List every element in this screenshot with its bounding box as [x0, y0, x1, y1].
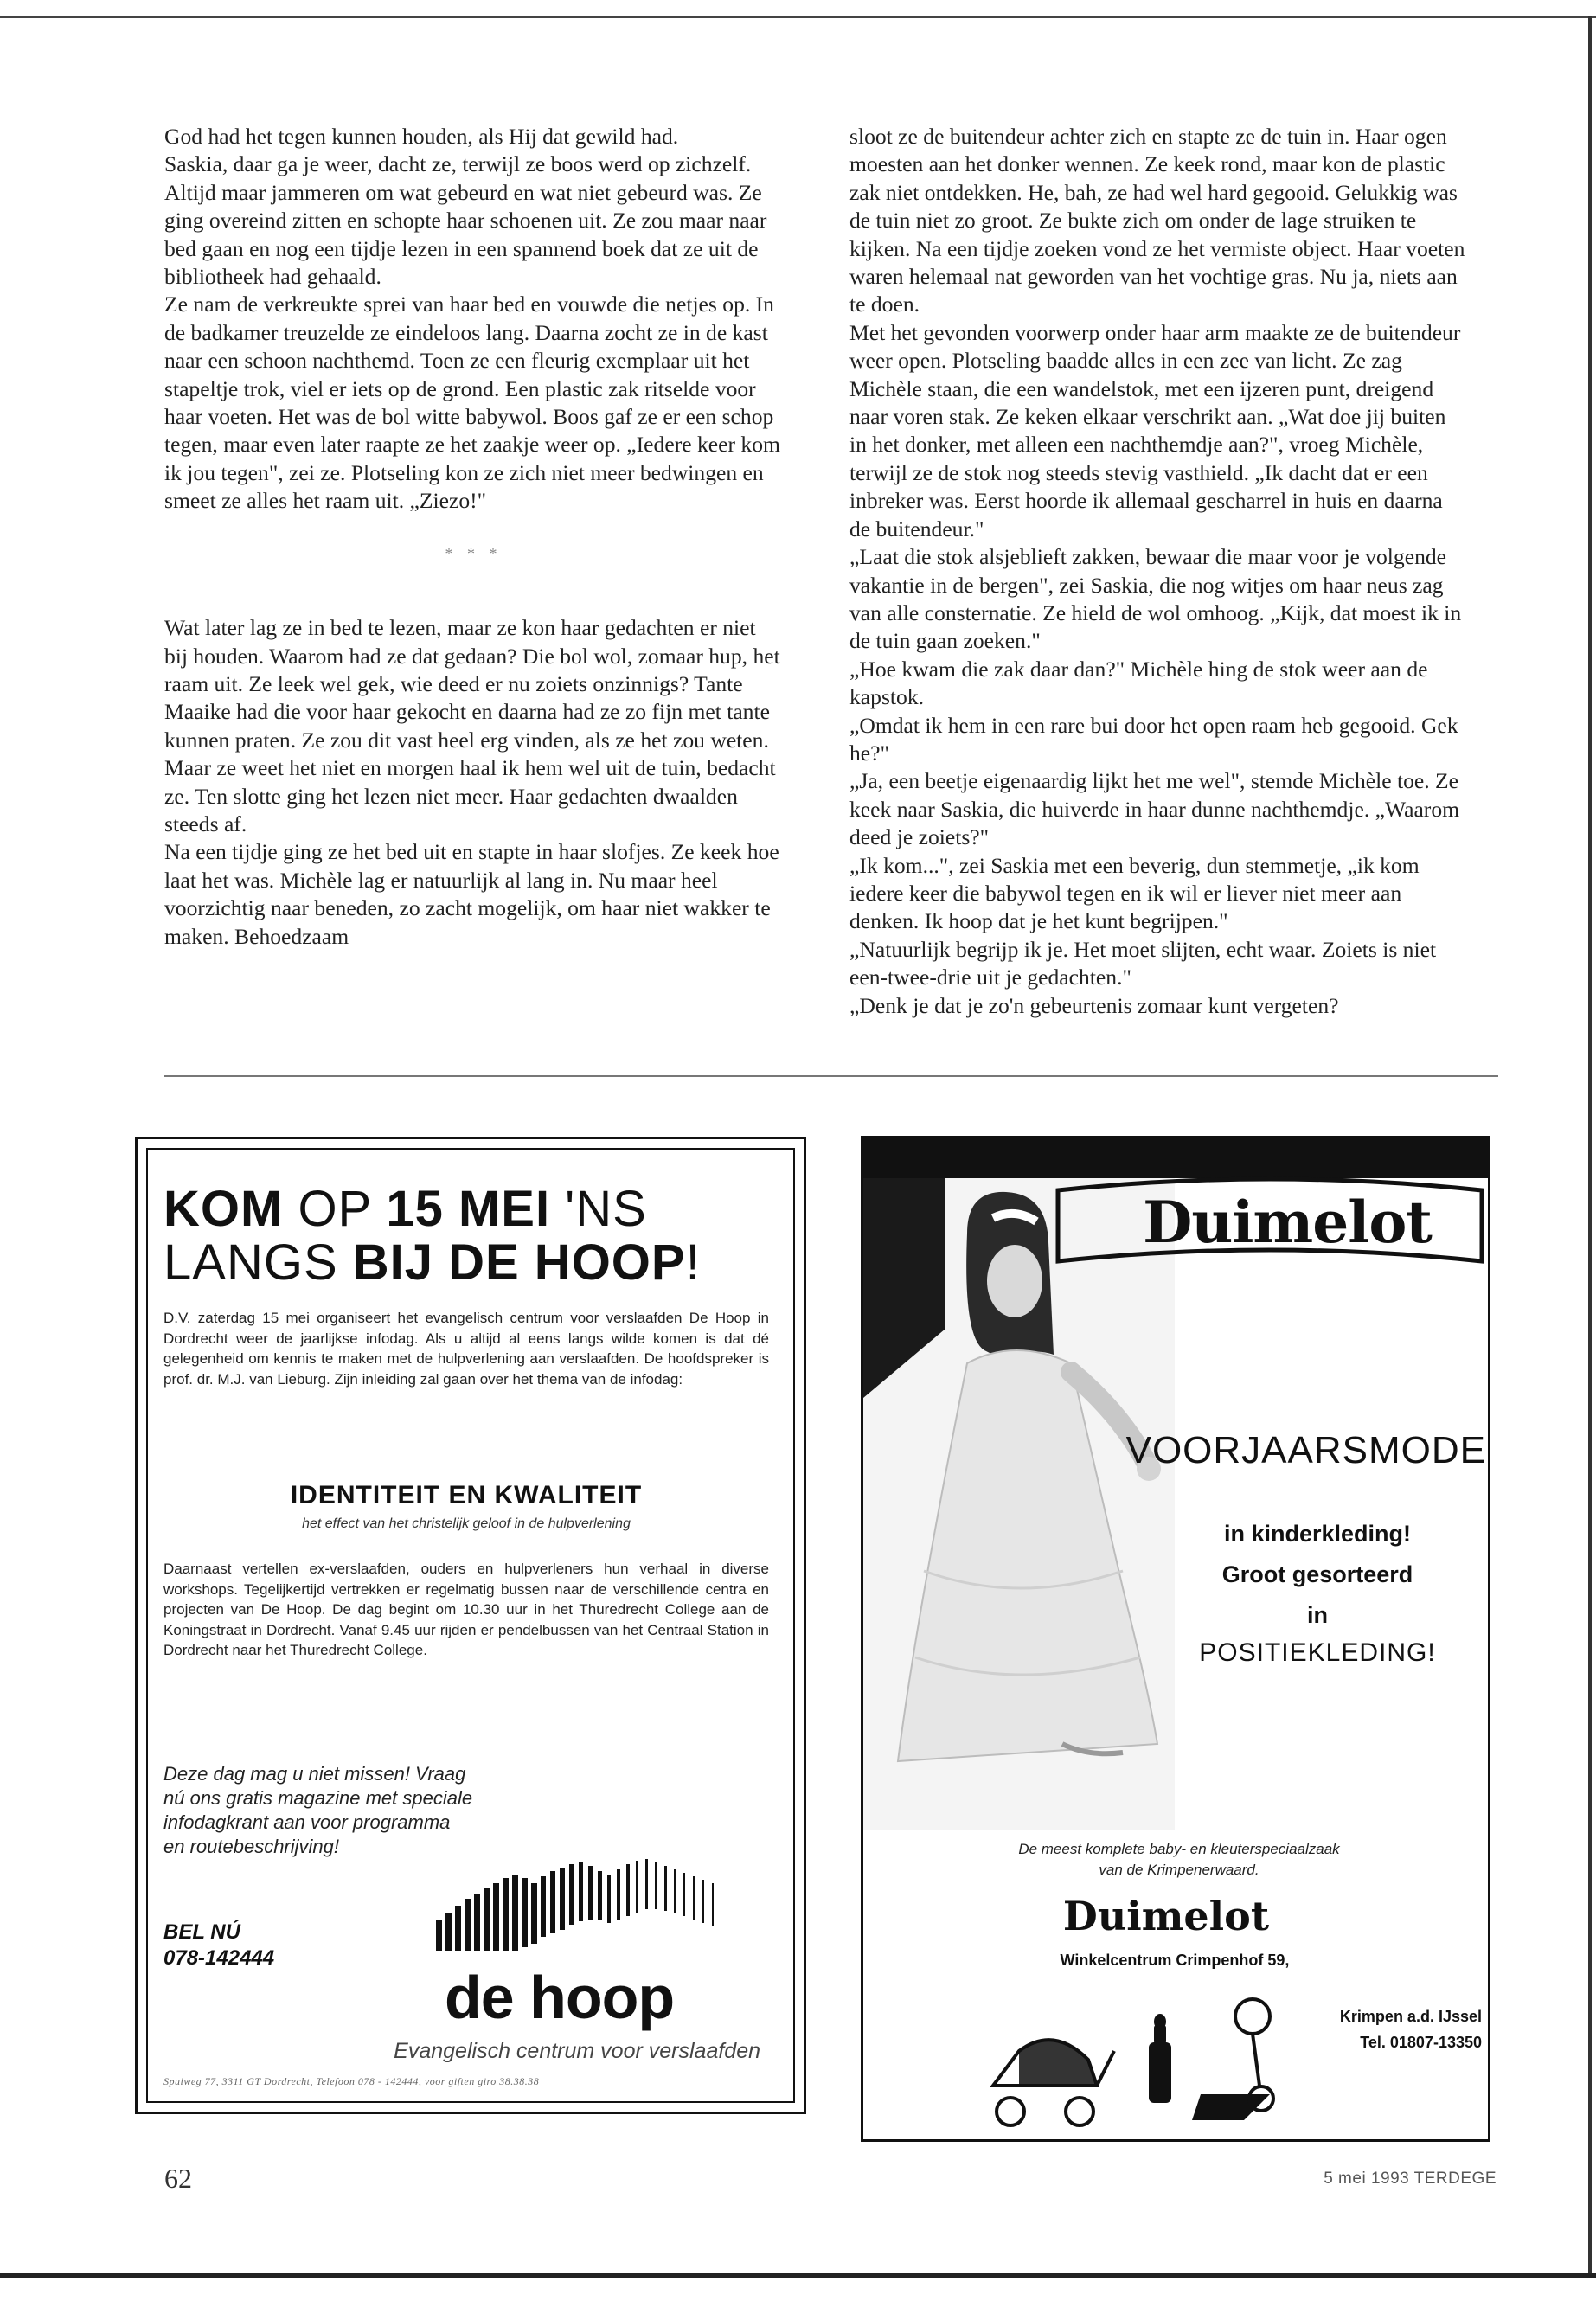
headline-part: LANGS — [163, 1234, 353, 1291]
duimelot-logo: Duimelot — [1143, 1189, 1432, 1256]
article-paragraph: Ze nam de verkreukte sprei van haar bed en vouwde die netjes op. In de badkamer treuzelde ze eindeloos lang. Daarna zocht ze in de kast naar een schoon nachthemd. Toen ze een fleurig exemplaar uit het stapeltje trok, viel er iets op de grond. Een plastic zak ritselde voor haar voeten. Het was de bol witte babywol. Boos gaf ze er een schop tegen, maar even later raapte ze het zaakje weer op. „Iedere keer kom ik jou tegen", zei ze. Plotseling kon ze zich niet meer bedwingen en smeet ze alles het raam uit. „Ziezo!" — [164, 292, 780, 514]
right-border-rule — [1588, 16, 1592, 2278]
call-label: BEL NÚ — [163, 1920, 240, 1944]
bottom-border-rule — [0, 2273, 1596, 2278]
article-paragraph: God had het tegen kunnen houden, als Hij dat gewild had. — [164, 124, 679, 149]
article-paragraph: „Natuurlijk begrijp ik je. Het moet slijten, echt waar. Zoiets is niet een-twee-drie uit je gedachten." — [849, 936, 1437, 990]
caption-line: van de Krimpenerwaard. — [1099, 1862, 1259, 1878]
caption-line: De meest komplete baby- en kleuterspeciaalzaak — [1018, 1841, 1340, 1857]
page-number: 62 — [164, 2163, 192, 2194]
shop-location — [1300, 2003, 1482, 2055]
shop-phone: Tel. 01807-13350 — [1360, 2034, 1482, 2051]
article-column-right — [849, 123, 1468, 1020]
ad-headline — [163, 1183, 769, 1290]
ad-caption — [881, 1839, 1477, 1881]
article-paragraph: Met het gevonden voorwerp onder haar arm maakte ze de buitendeur weer open. Plotseling baadde alles in een zee van licht. Ze zag Michèle staan, die een wandelstok, met een ijzeren punt, dreigend naar voren stak. Ze keken elkaar verschrikt aan. „Wat doe jij buiten in het donker, met alleen een nachthemdje aan?", vroeg Michèle, terwijl ze de stok nog steeds stevig vasthield. „Ik dacht dat er een inbreker was. Eerst hoorde ik allemaal gescharrel in huis en daarna de buitendeur." — [849, 319, 1461, 542]
article-paragraph: Na een tijdje ging ze het bed uit en stapte in haar slofjes. Ze keek hoe laat het was. Michèle lag er natuurlijk al lang in. Nu maar heel voorzichtig naar beneden, zo zacht mogelijk, om haar niet wakker te maken. Behoedzaam — [164, 839, 779, 949]
de-hoop-address: Spuiweg 77, 3311 GT Dordrecht, Telefoon 078 - 142444, voor giften giro 38.38.38 — [163, 2075, 540, 2087]
shop-address: Winkelcentrum Crimpenhof 59, — [1060, 1952, 1290, 1969]
headline-part: 'NS — [550, 1181, 647, 1237]
shop-town: Krimpen a.d. IJssel — [1339, 2008, 1482, 2025]
baby-items-icon — [984, 1990, 1304, 2129]
top-border-rule — [0, 16, 1596, 18]
ad-duimelot — [861, 1136, 1490, 2142]
ad-line: in kinderkleding! — [1223, 1521, 1412, 1547]
article-paragraph: „Laat die stok alsjeblieft zakken, bewaar die maar voor je volgende vakantie in de bergen", zei Saskia, die nog witjes om haar neus zag van alle consternatie. Ze hield de wol omhoog. „Kijk, dat moest ik in de tuin gaan zoeken." — [849, 544, 1462, 654]
ad-theme-title: IDENTITEIT EN KWALITEIT — [290, 1481, 643, 1509]
headline-part: OP — [283, 1181, 387, 1237]
ad-promo-text: Deze dag mag u niet missen! Vraag nú ons gratis magazine met speciale infodagkrant aan voor programma en routebeschrijving! — [163, 1763, 473, 1857]
article-bottom-rule — [164, 1075, 1498, 1077]
article-paragraph: „Denk je dat je zo'n gebeurtenis zomaar kunt vergeten? — [849, 992, 1339, 1018]
ad-theme-caption: het effect van het christelijk geloof in de hulpverlening — [302, 1516, 631, 1531]
de-hoop-wordmark: de hoop — [445, 1964, 675, 2031]
issue-date: 5 mei 1993 TERDEGE — [1324, 2170, 1497, 2188]
article-paragraph: „Ja, een beetje eigenaardig lijkt het me wel", stemde Michèle toe. Ze keek naar Saskia, die huiverde in haar dunne nachthemdje. „Waarom deed je zoiets?" — [849, 768, 1460, 850]
phone-number: 078-142444 — [163, 1946, 275, 1970]
de-hoop-logo-icon — [436, 1857, 765, 1952]
headline-part: KOM — [163, 1181, 284, 1237]
ad-intro-text: D.V. zaterdag 15 mei organiseert het evangelisch centrum voor verslaafden De Hoop in Dordrecht weer de jaarlijkse infodag. Als u altijd al eens langs wilde komen is dat dé gelegenheid om kennis te maken met de hulpverlening aan verslaafden. De hoofdspreker is prof. dr. M.J. van Lieburg. Zijn inleiding zal gaan over het thema van de infodag: — [163, 1310, 769, 1388]
ad-line: Groot gesorteerd — [1221, 1561, 1413, 1587]
article-paragraph: „Omdat ik hem in een rare bui door het open raam heb gegooid. Gek he?" — [849, 712, 1458, 766]
headline-part: BIJ DE HOOP — [352, 1234, 686, 1291]
ad-line: POSITIEKLEDING! — [1199, 1638, 1436, 1667]
headline-part: 15 MEI — [386, 1181, 551, 1237]
article-column-left — [164, 123, 783, 951]
ad-body-text: Daarnaast vertellen ex-verslaafden, ouders en hulpverleners hun verhaal in diverse workshops. Tegelijkertijd vertrekken er regelmatig bussen naar de verschillende centra en projecten van De Hoop. De dag begint om 10.30 uur in het Thuredrecht College aan de Koningstraat in Dordrecht. Vanaf 9.45 uur rijden er pendelbussen van het Centraal Station in Dordrecht naar het Thuredrecht College. — [163, 1561, 769, 1658]
ad-de-hoop — [135, 1137, 806, 2114]
de-hoop-tagline: Evangelisch centrum voor verslaafden — [394, 2039, 760, 2063]
duimelot-logo-small: Duimelot — [1062, 1893, 1270, 1939]
article-paragraph: „Ik kom...", zei Saskia met een beverig, dun stemmetje, „ik kom iedere keer die babywol tegen en ik wil er liever niet meer aan denken. Ik hoop dat je het kunt begrijpen." — [849, 852, 1420, 934]
ad-call-block — [163, 1920, 423, 1971]
article-paragraph: Wat later lag ze in bed te lezen, maar ze kon haar gedachten er niet bij houden. Waarom had ze dat gedaan? Die bol wol, zomaar hup, het raam uit. Ze leek wel gek, wie deed er nu zoiets onzinnigs? Tante Maaike had die voor haar gekocht en daarna had ze zo fijn met tante kunnen praten. Ze zou dit vast heel erg vinden, als ze het zou weten. Maar ze weet het niet en morgen haal ik hem wel uit de tuin, bedacht ze. Ten slotte ging het lezen niet meer. Haar gedachten dwaalden steeds af. — [164, 615, 780, 836]
ad-line: in — [1307, 1602, 1328, 1628]
section-separator: * * * — [445, 544, 503, 562]
headline-part: ! — [685, 1234, 701, 1291]
article-paragraph: Saskia, daar ga je weer, dacht ze, terwijl ze boos werd op zichzelf. Altijd maar jammeren om wat gebeurd en wat niet gebeurd was. Ze ging overeind zitten en schopte haar schoenen uit. Ze zou maar naar bed gaan en nog een tijdje lezen in een spannend boek dat ze uit de bibliotheek had gehaald. — [164, 151, 767, 290]
article-paragraph: sloot ze de buitendeur achter zich en stapte ze de tuin in. Haar ogen moesten aan het donker wennen. Ze keek rond, maar kon de plastic zak niet ontdekken. He, bah, ze had wel hard gegooid. Gelukkig was de tuin niet zo groot. Ze bukte zich om onder de lage struiken te kijken. Na een tijdje zoeken vond ze het vermiste object. Haar voeten waren helemaal nat geworden van het vochtige gras. Nu ja, niets aan te doen. — [849, 124, 1465, 317]
article-paragraph: „Hoe kwam die zak daar dan?" Michèle hing de stok weer aan de kapstok. — [849, 656, 1428, 710]
season-heading: VOORJAARSMODE — [1125, 1429, 1486, 1471]
